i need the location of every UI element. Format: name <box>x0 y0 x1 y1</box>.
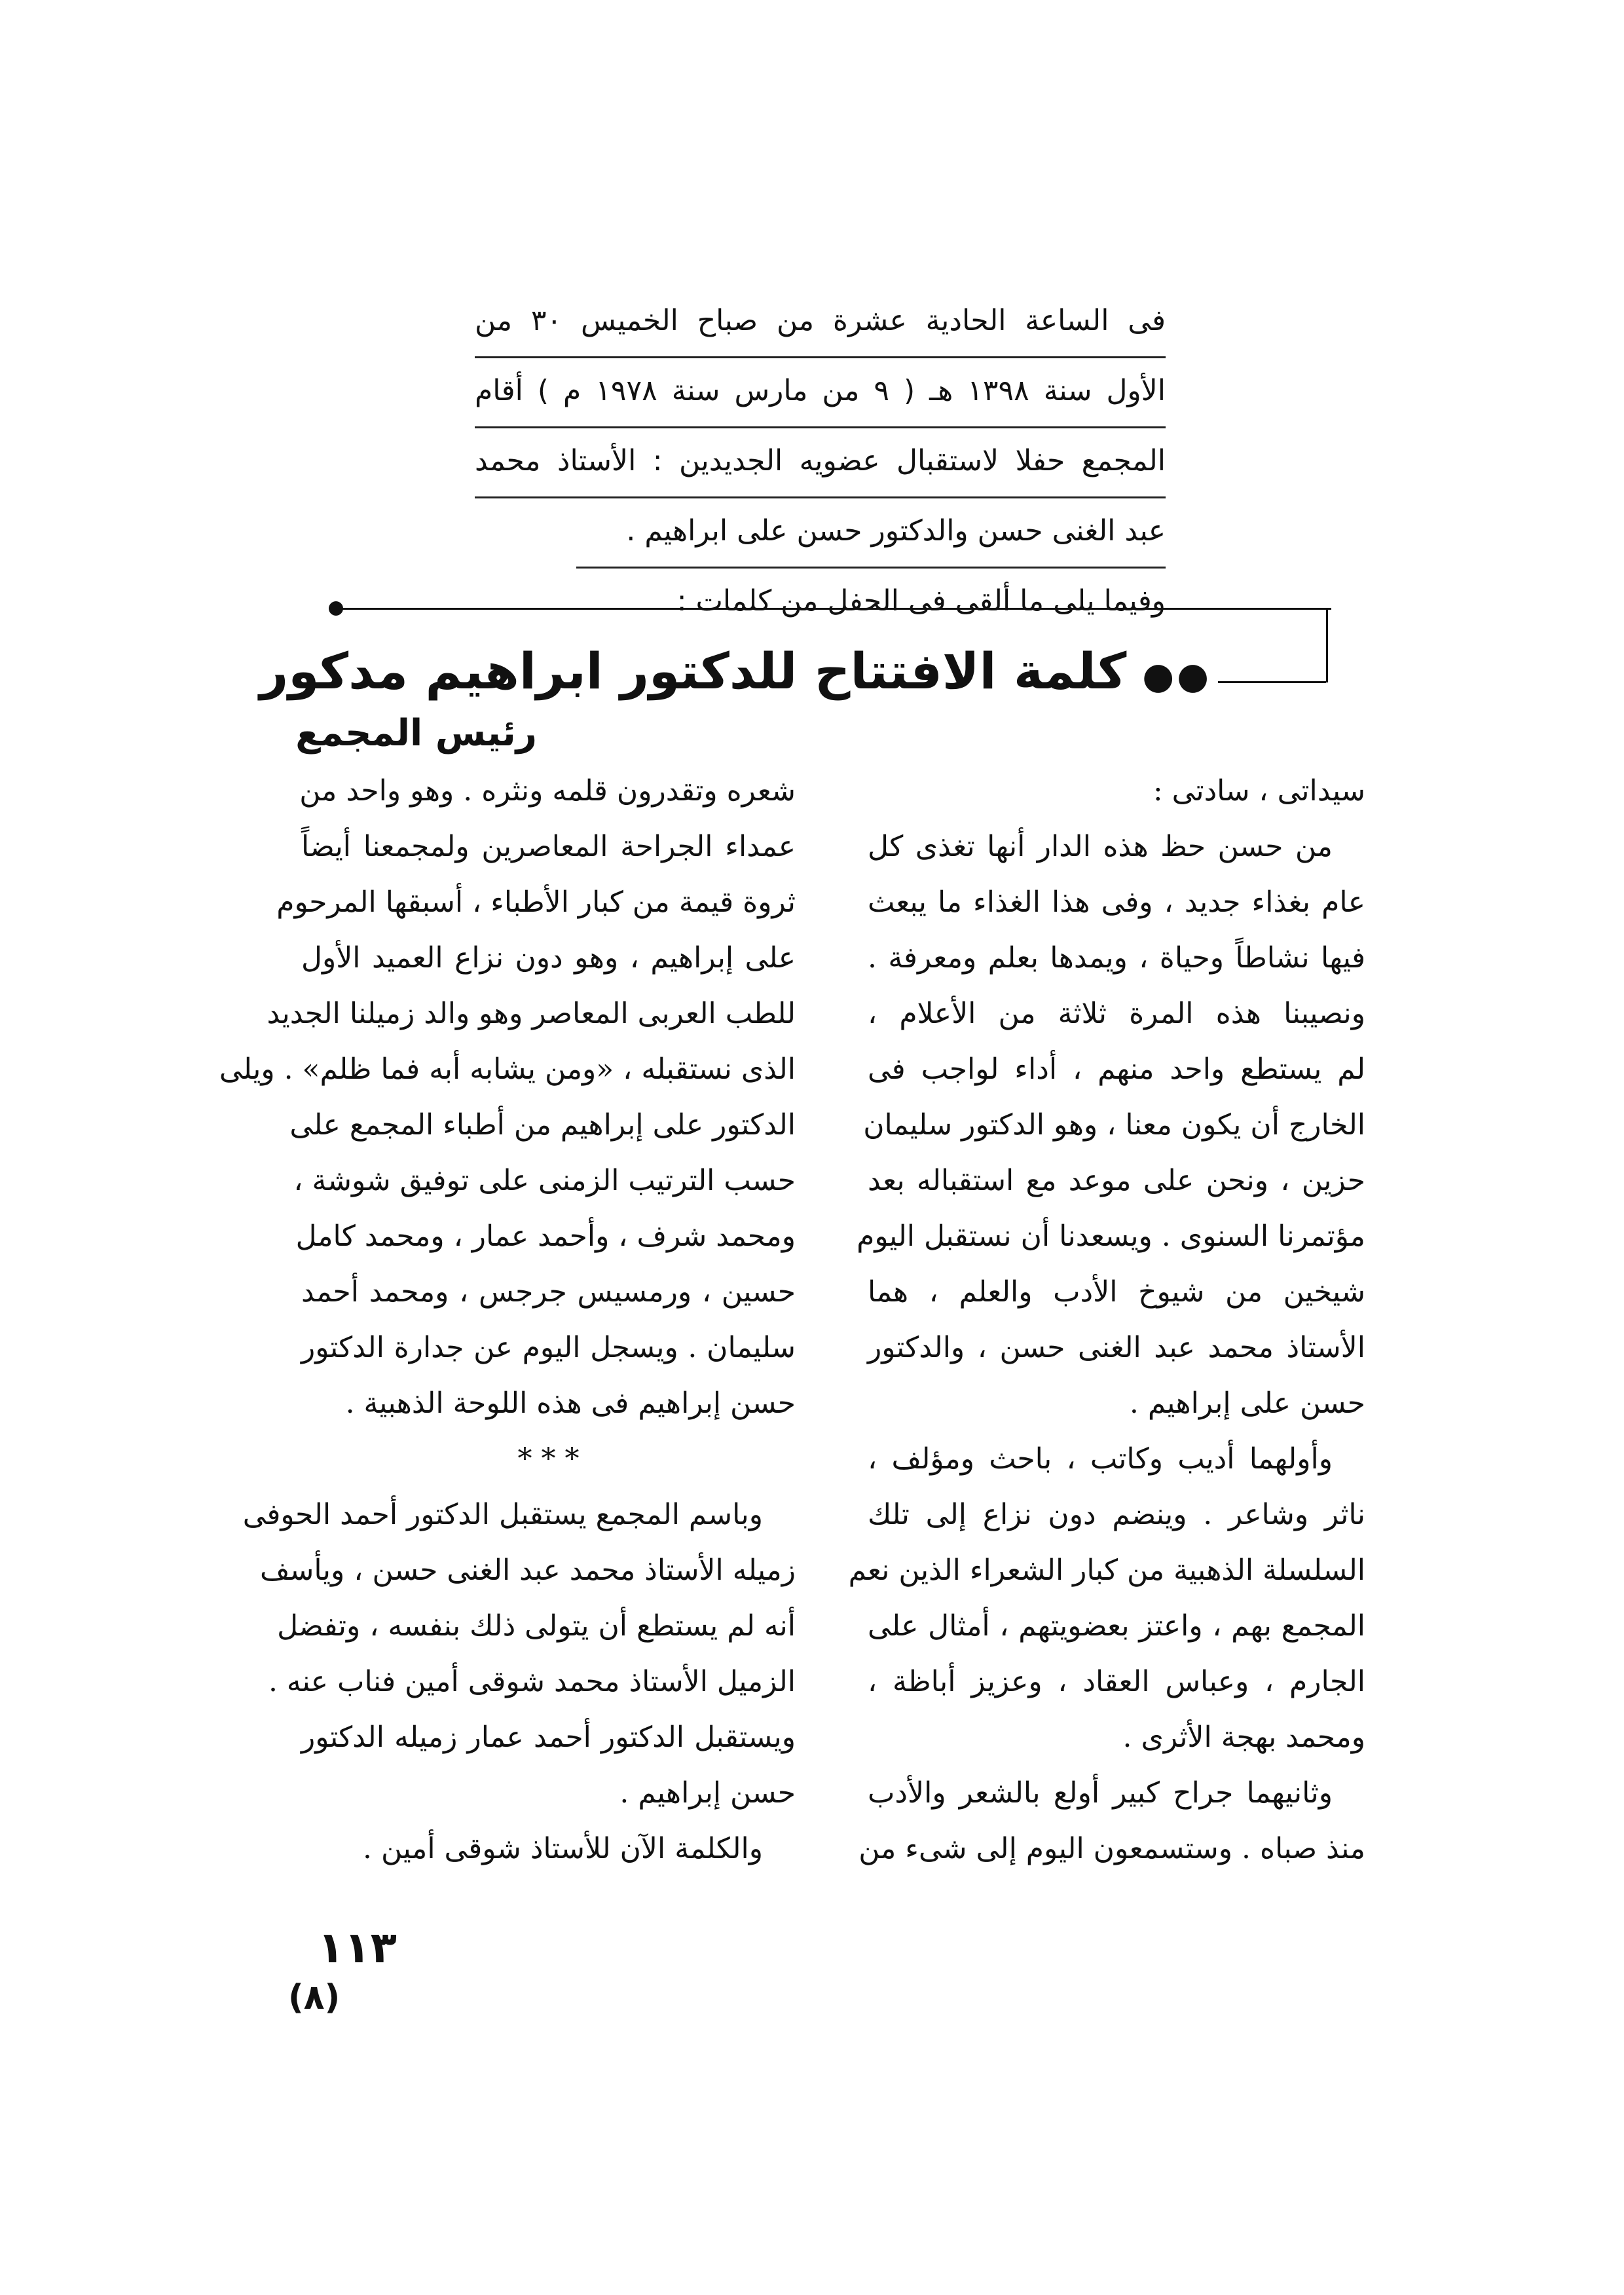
intro-line: المجمع حفلا لاستقبال عضويه الجديدين : الأستاذ محمد <box>475 428 1166 498</box>
intro-paragraph <box>475 288 1166 637</box>
section-divider <box>337 608 1331 610</box>
text-line: الأستاذ محمد عبد الغنى حسن ، والدكتور <box>868 1331 1365 1364</box>
text-line: الجارم ، وعباس العقاد ، وعزيز أباظة ، <box>868 1665 1365 1698</box>
text-line: مؤتمرنا السنوى . ويسعدنا أن نستقبل اليوم <box>857 1220 1365 1253</box>
divider-vertical <box>1326 609 1328 682</box>
text-line: على إبراهيم ، وهو دون نزاع العميد الأول <box>301 941 796 975</box>
text-line: حسن إبراهيم فى هذه اللوحة الذهبية . <box>345 1387 796 1420</box>
text-line: عام بغذاء جديد ، وفى هذا الغذاء ما يبعث <box>868 886 1365 919</box>
text-line: ثروة قيمة من كبار الأطباء ، أسبقها المرحوم <box>276 886 796 919</box>
text-line: شيخين من شيوخ الأدب والعلم ، هما <box>868 1275 1365 1309</box>
text-line: وثانيهما جراح كبير أولع بالشعر والأدب <box>868 1776 1333 1810</box>
text-line: زميله الأستاذ محمد عبد الغنى حسن ، ويأسف <box>259 1554 796 1587</box>
text-line: ونصيبنا هذه المرة ثلاثة من الأعلام ، <box>868 997 1365 1030</box>
divider-stub <box>1218 681 1326 683</box>
text-line: المجمع بهم ، واعتز بعضويتهم ، أمثال على <box>868 1609 1365 1643</box>
text-line: ومحمد بهجة الأثرى . <box>1122 1721 1365 1754</box>
text-line: ناثر وشاعر . وينضم دون نزاع إلى تلك <box>868 1498 1365 1531</box>
text-line: من حسن حظ هذه الدار أنها تغذى كل <box>868 830 1333 863</box>
intro-line: عبد الغنى حسن والدكتور حسن على ابراهيم . <box>576 498 1166 569</box>
intro-line: فى الساعة الحادية عشرة من صباح الخميس ٣٠ من <box>475 288 1166 358</box>
text-line: فيها نشاطاً وحياة ، ويمدها بعلم ومعرفة . <box>868 941 1365 975</box>
text-line: الخارج أن يكون معنا ، وهو الدكتور سليمان <box>863 1108 1365 1142</box>
right-column <box>848 763 1365 1876</box>
text-line: ويستقبل الدكتور أحمد عمار زميله الدكتور <box>301 1721 796 1754</box>
text-line: حسن على إبراهيم . <box>1129 1387 1365 1420</box>
section-separator: * * * <box>517 1442 580 1476</box>
title-text: كلمة الافتتاح للدكتور ابراهيم مدكور <box>259 642 1127 700</box>
title-bullets: ●● <box>1142 655 1211 698</box>
article-subtitle: رئيس المجمع <box>295 712 537 755</box>
text-line: حسين ، ورمسيس جرجس ، ومحمد أحمد <box>301 1275 796 1309</box>
intro-line: وفيما يلى ما ألقى فى الحفل من كلمات : <box>676 584 1166 618</box>
text-line: سيداتى ، سادتى : <box>1153 774 1365 808</box>
article-title <box>259 635 1211 707</box>
text-line: منذ صباه . وستسمعون اليوم إلى شىء من <box>858 1832 1365 1865</box>
text-line: والكلمة الآن للأستاذ شوقى أمين . <box>363 1832 763 1865</box>
text-line: حسب الترتيب الزمنى على توفيق شوشة ، <box>293 1164 796 1197</box>
text-line: الدكتور على إبراهيم من أطباء المجمع على <box>289 1108 796 1142</box>
text-line: وباسم المجمع يستقبل الدكتور أحمد الحوفى <box>242 1498 763 1531</box>
text-line: ومحمد شرف ، وأحمد عمار ، ومحمد كامل <box>295 1220 796 1253</box>
intro-line: الأول سنة ١٣٩٨ هـ ( ٩ من مارس سنة ١٩٧٨ م ) أقام <box>475 358 1166 428</box>
text-line: وأولهما أديب وكاتب ، باحث ومؤلف ، <box>868 1442 1333 1476</box>
text-line: للطب العربى المعاصر وهو والد زميلنا الجديد <box>267 997 796 1030</box>
page-number: ١١٣ <box>318 1922 397 1973</box>
text-line: الزميل الأستاذ محمد شوقى أمين فناب عنه . <box>268 1665 796 1698</box>
text-line: عمداء الجراحة المعاصرين ولمجمعنا أيضاً <box>301 830 796 863</box>
text-line: الذى نستقبله ، «ومن يشابه أبه فما ظلم» . ويلى <box>219 1053 796 1086</box>
signature-number: (٨) <box>288 1978 341 2017</box>
left-column <box>219 763 796 1876</box>
text-line: شعره وتقدرون قلمه ونثره . وهو واحد من <box>299 774 796 808</box>
text-line: السلسلة الذهبية من كبار الشعراء الذين نعم <box>848 1554 1365 1587</box>
text-line: لم يستطع واحد منهم ، أداء لواجب فى <box>868 1053 1365 1086</box>
text-line: حسن إبراهيم . <box>619 1776 796 1810</box>
divider-dot <box>329 601 343 616</box>
text-line: سليمان . ويسجل اليوم عن جدارة الدكتور <box>301 1331 796 1364</box>
text-line: حزين ، ونحن على موعد مع استقباله بعد <box>868 1164 1365 1197</box>
text-line: أنه لم يستطع أن يتولى ذلك بنفسه ، وتفضل <box>277 1609 796 1643</box>
